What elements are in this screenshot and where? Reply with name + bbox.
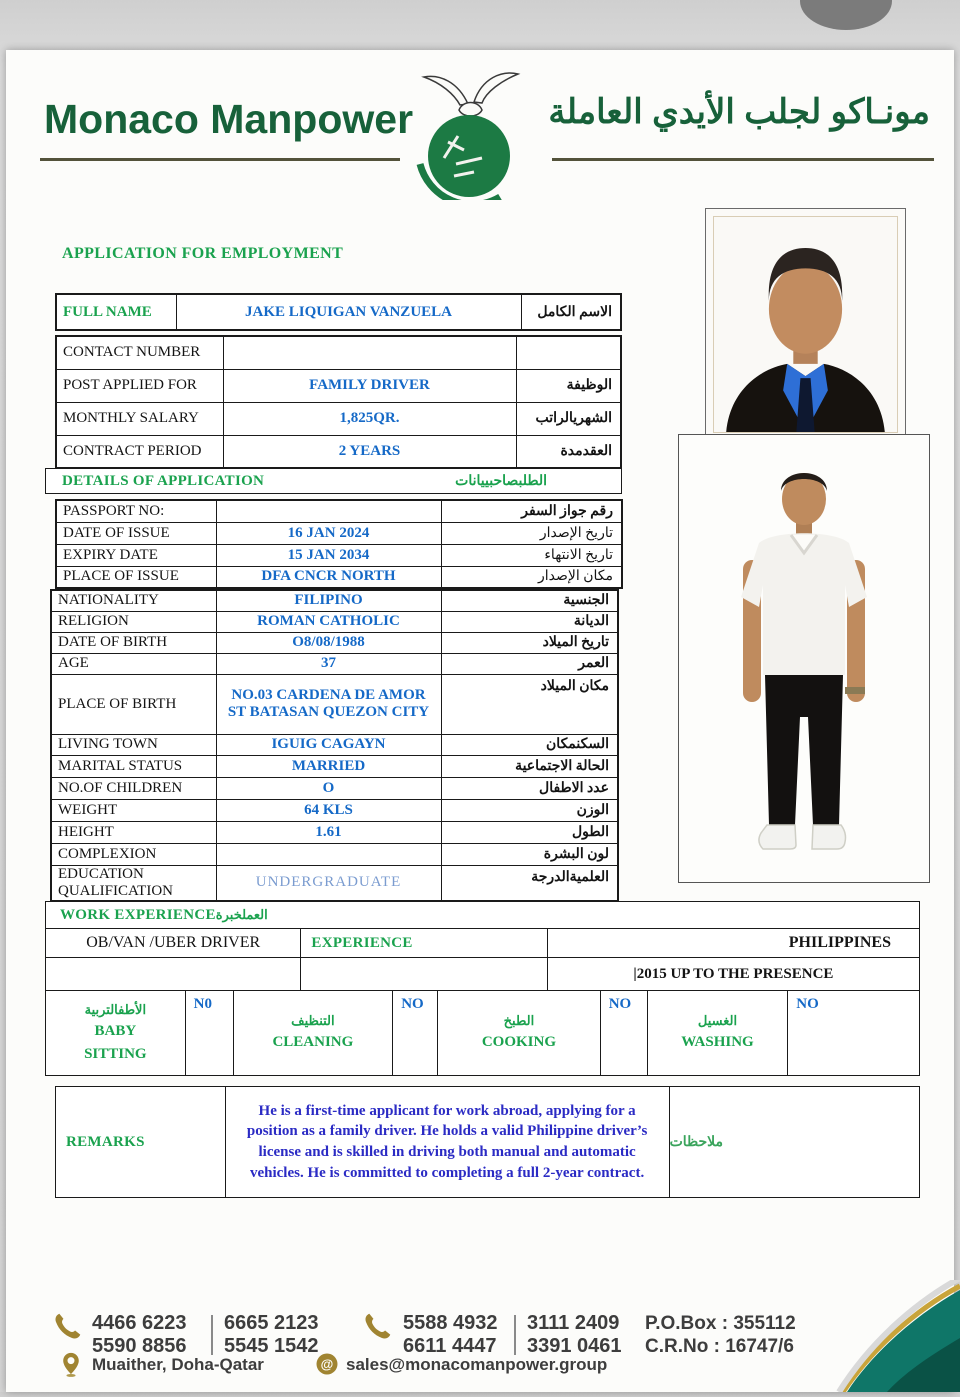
field-label-ar: الديانة (441, 611, 618, 632)
work-experience-header (45, 901, 920, 929)
brand-title-arabic: مونـاكو لجلب الأيدي العاملة (548, 93, 930, 131)
passport-table (55, 499, 623, 589)
table-row (56, 336, 621, 369)
field-label: DATE OF ISSUE (56, 522, 216, 544)
field-label: COMPLEXION (51, 843, 216, 865)
field-label-ar: الحالة الاجتماعية (441, 755, 618, 777)
section-title-ar: العملخبرة (215, 907, 268, 922)
phone-numbers-col (92, 1312, 187, 1358)
field-label-ar: عدد الاطفال (441, 777, 618, 799)
skill-cooking (438, 991, 601, 1075)
remarks-row (55, 1086, 920, 1198)
skill-label-en: COOKING (481, 1034, 556, 1051)
table-row (56, 294, 621, 330)
phone-number: 4466 6223 (92, 1312, 187, 1334)
experience-period: |2015 UP TO THE PRESENCE (633, 965, 834, 982)
phone-number: 5590 8856 (92, 1335, 187, 1357)
table-row (56, 566, 622, 588)
skill-label-en: BABY SITTING (84, 1022, 147, 1063)
field-value: ROMAN CATHOLIC (216, 611, 441, 632)
portrait-photo-matte (713, 216, 898, 433)
portrait-photo (705, 208, 906, 441)
skill-label-ar: التنظيف (291, 1013, 335, 1029)
table-row (51, 821, 618, 843)
section-title: WORK EXPERIENCE (60, 906, 216, 923)
corner-swoosh-graphic (835, 1280, 960, 1392)
job-title: OB/VAN /UBER DRIVER (46, 929, 301, 957)
field-value: 1.61 (216, 821, 441, 843)
field-label: CONTACT NUMBER (56, 336, 223, 369)
field-label: AGE (51, 653, 216, 674)
field-label-ar: الوظيفة (516, 369, 621, 402)
remarks-text: He is a first-time applicant for work abroad, applying for a position as a family driver. He holds a valid Philippine driver’s license and is skilled in driving both manual and automatic vehicles. He is committed to completing a full 2-year contract. (226, 1087, 670, 1197)
phone-icon (362, 1310, 394, 1342)
email-text: sales@monacomanpower.group (346, 1355, 608, 1374)
email-at-icon (316, 1353, 338, 1375)
field-value (216, 843, 441, 865)
at-glyph: @ (320, 1356, 334, 1372)
field-label-ar: رقم جواز السفر (441, 500, 622, 522)
scroll-notch-graphic (800, 0, 892, 30)
field-label: DATE OF BIRTH (51, 632, 216, 653)
brand-title: Monaco Manpower (44, 96, 414, 142)
field-label-ar: تاريخ الميلاد (441, 632, 618, 653)
field-value: 64 KLS (216, 799, 441, 821)
full-body-photo (678, 434, 930, 883)
phone-number: 5588 4932 (403, 1312, 498, 1334)
skill-answer: NO (601, 991, 648, 1075)
field-label-ar: العمر (441, 653, 618, 674)
table-row (56, 544, 622, 566)
table-row (51, 865, 618, 901)
phone-number: 5545 1542 (224, 1335, 319, 1357)
phone-icon (52, 1310, 84, 1342)
skill-label-ar: الأطفالتربية (84, 1001, 147, 1017)
footer-divider (211, 1315, 213, 1355)
field-label: EDUCATION QUALIFICATION (51, 865, 216, 901)
phone-numbers-col (527, 1312, 622, 1358)
table-row (51, 653, 618, 674)
registration-col (645, 1312, 796, 1358)
experience-country: PHILIPPINES (788, 934, 891, 951)
work-experience-period-row (45, 957, 920, 991)
field-label-ar: الشهريالراتب (516, 402, 621, 435)
table-row (51, 674, 618, 734)
field-value: JAKE LIQUIGAN VANZUELA (176, 294, 521, 330)
personal-details-table (50, 589, 619, 902)
experience-label: EXPERIENCE (301, 929, 547, 957)
field-value (223, 336, 516, 369)
field-label: NO.OF CHILDREN (51, 777, 216, 799)
field-label: HEIGHT (51, 821, 216, 843)
header-divider-right (552, 158, 934, 161)
header-divider-left (40, 158, 400, 161)
page-title: APPLICATION FOR EMPLOYMENT (62, 245, 344, 262)
field-value: 37 (216, 653, 441, 674)
field-label-ar: الطول (441, 821, 618, 843)
details-of-application-header (45, 468, 622, 494)
table-row (56, 369, 621, 402)
field-value: FILIPINO (216, 590, 441, 611)
empty-cell (46, 958, 301, 990)
phone-number: 3391 0461 (527, 1335, 622, 1357)
field-label: PASSPORT NO: (56, 500, 216, 522)
field-label-ar: العلميةالدرجة (441, 865, 618, 901)
field-label: PLACE OF BIRTH (51, 674, 216, 734)
field-label-ar: مكان الإصدار (441, 566, 622, 588)
skill-baby-sitting (46, 991, 186, 1075)
empty-cell (301, 958, 547, 990)
field-value: IGUIG CAGAYN (216, 734, 441, 755)
field-label-ar: السكنمكان (441, 734, 618, 755)
field-label-ar: الجنسية (441, 590, 618, 611)
work-experience-row (45, 928, 920, 958)
skill-label-en: CLEANING (272, 1034, 354, 1051)
field-label-ar: الوزن (441, 799, 618, 821)
field-value: FAMILY DRIVER (223, 369, 516, 402)
field-value: MARRIED (216, 755, 441, 777)
remarks-label: REMARKS (56, 1087, 226, 1197)
skill-label-en: WASHING (681, 1034, 754, 1051)
field-value: 16 JAN 2024 (216, 522, 441, 544)
field-label: WEIGHT (51, 799, 216, 821)
remarks-label-ar: ملاحظات (669, 1134, 724, 1150)
skill-answer: NO (393, 991, 438, 1075)
phone-number: 6611 4447 (403, 1335, 497, 1357)
field-value: UNDERGRADUATE (216, 865, 441, 901)
location-pin-icon (60, 1352, 82, 1378)
table-row (51, 777, 618, 799)
table-row (51, 611, 618, 632)
field-label: NATIONALITY (51, 590, 216, 611)
section-title-ar: الطلبصاحبييانات (455, 473, 547, 489)
table-row (51, 590, 618, 611)
skill-cleaning (234, 991, 394, 1075)
cr-number: C.R.No : 16747/6 (645, 1336, 794, 1357)
phone-number: 6665 2123 (224, 1312, 319, 1334)
field-value: NO.03 CARDENA DE AMOR ST BATASAN QUEZON CITY (216, 674, 441, 734)
phone-number: 3111 2409 (527, 1312, 620, 1334)
skill-answer: NO (796, 996, 819, 1012)
field-label: MONTHLY SALARY (56, 402, 223, 435)
field-label-ar: لون البشرة (441, 843, 618, 865)
field-label: FULL NAME (56, 294, 176, 330)
field-label-ar (516, 336, 621, 369)
phone-numbers-col (224, 1312, 319, 1358)
field-label: CONTRACT PERIOD (56, 435, 223, 468)
table-row (56, 522, 622, 544)
table-row (51, 632, 618, 653)
field-label: MARITAL STATUS (51, 755, 216, 777)
table-row (56, 435, 621, 468)
field-label: EXPIRY DATE (56, 544, 216, 566)
skills-grid (45, 990, 920, 1076)
full-name-table (55, 293, 622, 331)
address-text: Muaither, Doha-Qatar (92, 1355, 264, 1374)
table-row (56, 402, 621, 435)
field-label: PLACE OF ISSUE (56, 566, 216, 588)
field-value: 1,825QR. (223, 402, 516, 435)
field-label-ar: الاسم الكامل (521, 294, 621, 330)
footer-divider (514, 1315, 516, 1355)
field-label: POST APPLIED FOR (56, 369, 223, 402)
table-row (51, 799, 618, 821)
field-label-ar: العقدمدة (516, 435, 621, 468)
field-label-ar: تاريخ الإصدار (441, 522, 622, 544)
skill-answer: N0 (186, 991, 234, 1075)
field-label: RELIGION (51, 611, 216, 632)
field-value: 15 JAN 2034 (216, 544, 441, 566)
field-value (216, 500, 441, 522)
table-row (51, 843, 618, 865)
field-label-ar: مكان الميلاد (441, 674, 618, 734)
section-title: DETAILS OF APPLICATION (62, 472, 265, 489)
skill-label-ar: الطبخ (503, 1013, 535, 1029)
field-label: LIVING TOWN (51, 734, 216, 755)
field-value: 2 YEARS (223, 435, 516, 468)
phone-numbers-col (403, 1312, 498, 1358)
skill-washing (648, 991, 789, 1075)
skill-label-ar: الغسيل (697, 1013, 738, 1029)
po-box: P.O.Box : 355112 (645, 1313, 796, 1334)
table-row (56, 500, 622, 522)
field-label-ar: تاريخ الانتهاء (441, 544, 622, 566)
field-value: O (216, 777, 441, 799)
application-info-table (55, 335, 622, 469)
field-value: O8/08/1988 (216, 632, 441, 653)
table-row (51, 734, 618, 755)
globe-with-eagle-icon (398, 70, 538, 200)
table-row (51, 755, 618, 777)
field-value: DFA CNCR NORTH (216, 566, 441, 588)
